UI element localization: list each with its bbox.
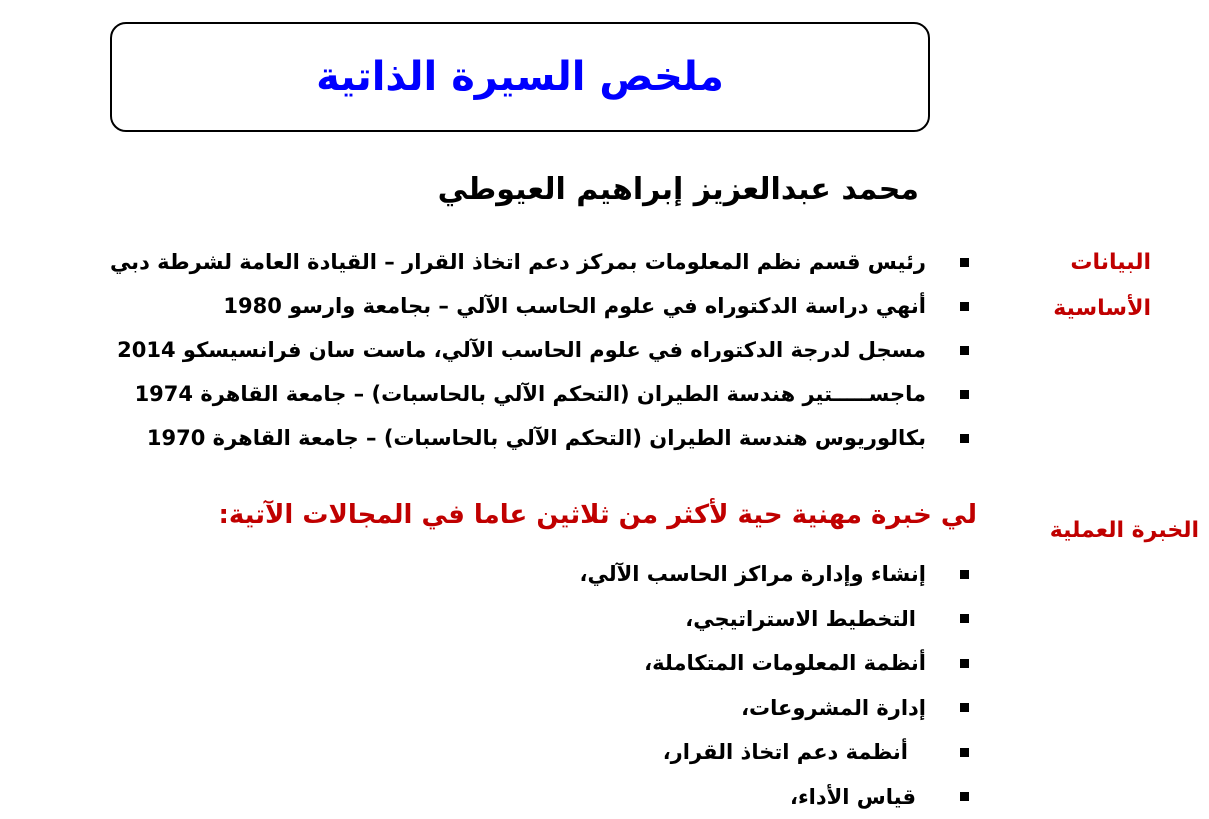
basic-info-label — [1001, 240, 1151, 332]
list-item-text: رئيس قسم نظم المعلومات بمركز دعم اتخاذ القرار – القيادة العامة لشرطة دبي — [110, 250, 926, 274]
list-item — [110, 416, 969, 460]
square-bullet-icon — [960, 390, 969, 399]
square-bullet-icon — [960, 302, 969, 311]
list-item-text: مسجل لدرجة الدكتوراه في علوم الحاسب الآلي، ماست سان فرانسيسكو 2014 — [117, 338, 926, 362]
experience-intro: لي خبرة مهنية حية لأكثر من ثلاثين عاما في المجالات الآتية: — [219, 500, 978, 530]
list-item-text: أنظمة المعلومات المتكاملة، — [644, 651, 926, 675]
experience-label: الخبرة العملية — [1039, 508, 1199, 554]
list-item — [580, 686, 970, 731]
list-item — [580, 641, 970, 686]
list-item-text: التخطيط الاستراتيجي، — [685, 607, 916, 631]
square-bullet-icon — [960, 659, 969, 668]
square-bullet-icon — [960, 614, 969, 623]
square-bullet-icon — [960, 570, 969, 579]
title-box — [110, 22, 930, 132]
square-bullet-icon — [960, 703, 969, 712]
list-item-text: إنشاء وإدارة مراكز الحاسب الآلي، — [580, 562, 927, 586]
list-item — [110, 284, 969, 328]
list-item-text: أنهي دراسة الدكتوراه في علوم الحاسب الآلي – بجامعة وارسو 1980 — [223, 294, 926, 318]
experience-list — [580, 552, 970, 819]
list-item-text: قياس الأداء، — [790, 785, 916, 809]
list-item — [580, 597, 970, 642]
square-bullet-icon — [960, 792, 969, 801]
list-item-text: بكالوريوس هندسة الطيران (التحكم الآلي بالحاسبات) – جامعة القاهرة 1970 — [147, 426, 926, 450]
list-item-text: ماجســـــتير هندسة الطيران (التحكم الآلي بالحاسبات) – جامعة القاهرة 1974 — [135, 382, 926, 406]
list-item-text: أنظمة دعم اتخاذ القرار، — [663, 740, 908, 764]
square-bullet-icon — [960, 346, 969, 355]
list-item — [110, 372, 969, 416]
square-bullet-icon — [960, 258, 969, 267]
basic-info-label-line1: البيانات — [1001, 240, 1151, 286]
list-item — [110, 240, 969, 284]
list-item — [580, 730, 970, 775]
page-title: ملخص السيرة الذاتية — [316, 54, 724, 100]
list-item-text: إدارة المشروعات، — [741, 696, 926, 720]
square-bullet-icon — [960, 434, 969, 443]
list-item — [580, 552, 970, 597]
square-bullet-icon — [960, 748, 969, 757]
basic-info-list — [110, 240, 969, 460]
list-item — [580, 775, 970, 819]
person-name: محمد عبدالعزيز إبراهيم العيوطي — [438, 172, 919, 207]
list-item — [110, 328, 969, 372]
basic-info-label-line2: الأساسية — [1001, 286, 1151, 332]
